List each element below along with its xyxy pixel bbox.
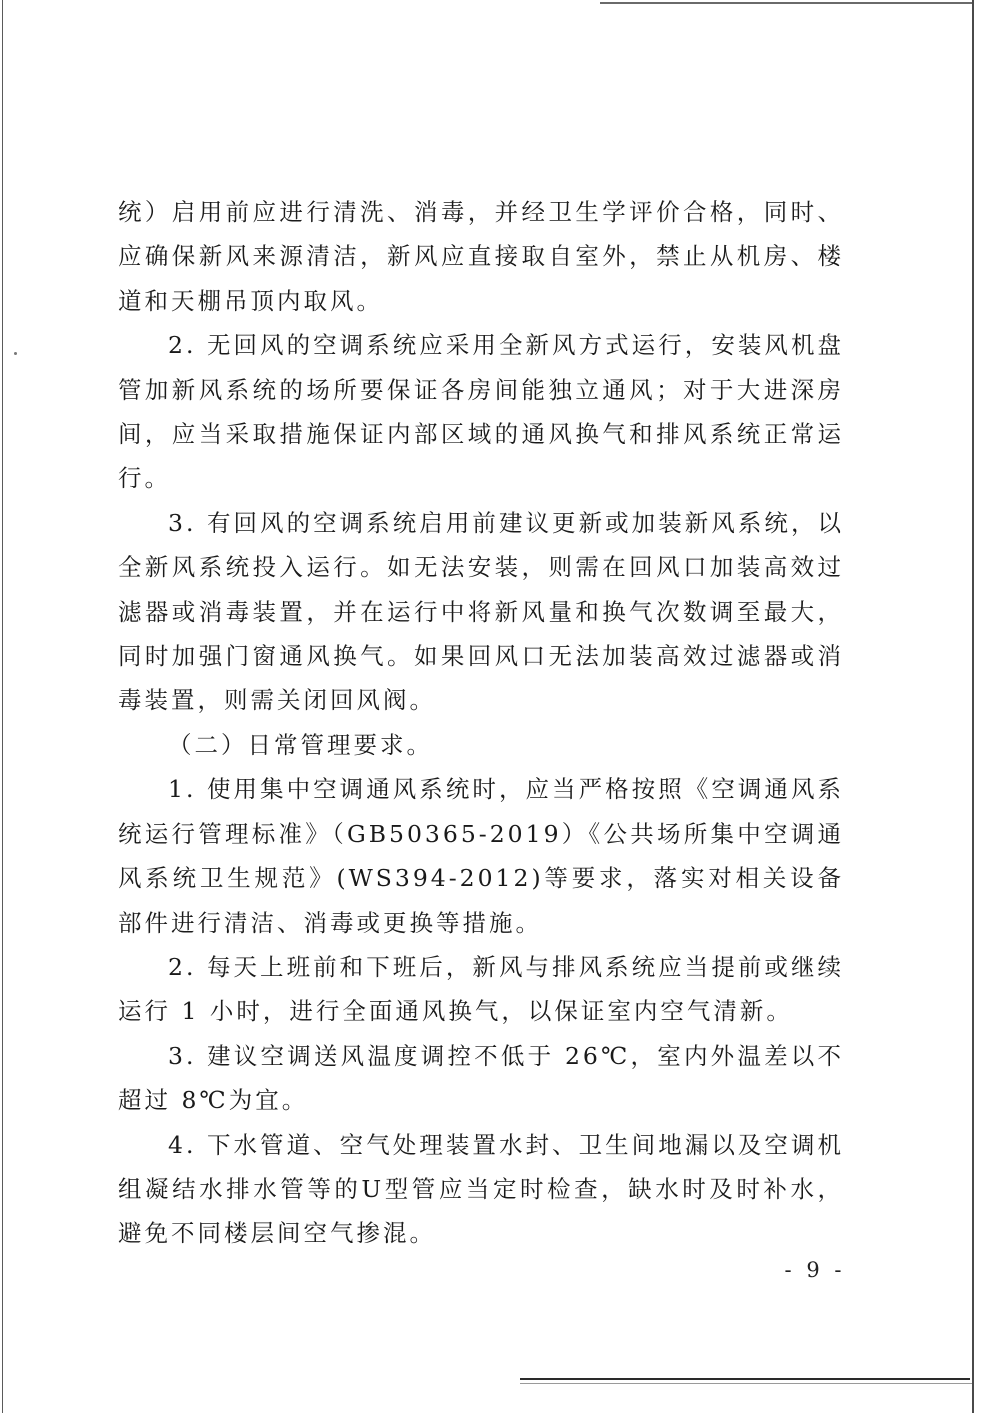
footer-rule (520, 1378, 970, 1380)
paragraph-daily-item-2: 2. 每天上班前和下班后，新风与排风系统应当提前或继续运行 1 小时，进行全面通风换气，以保证室内空气清新。 (118, 952, 844, 1026)
scan-left-edge (2, 0, 3, 1413)
paragraph-daily-item-4: 4. 下水管道、空气处理装置水封、卫生间地漏以及空调机组凝结水排水管等的U型管应当定时检查，缺水时及时补水，避免不同楼层间空气掺混。 (118, 1130, 844, 1248)
section-heading-daily-management: （二）日常管理要求。 (168, 730, 433, 759)
paragraph-item-2: 2. 无回风的空调系统应采用全新风方式运行，安装风机盘管加新风系统的场所要保证各房间能独立通风；对于大进深房间，应当采取措施保证内部区域的通风换气和排风系统正常运行。 (118, 331, 844, 493)
scan-right-edge (972, 0, 974, 1413)
scan-top-edge (600, 2, 972, 4)
paragraph-item-3: 3. 有回风的空调系统启用前建议更新或加装新风系统，以全新风系统投入运行。如无法安装，则需在回风口加装高效过滤器或消毒装置，并在运行中将新风量和换气次数调至最大，同时加强门窗通风换气。如果回风口无法加装高效过滤器或消毒装置，则需关闭回风阀。 (118, 508, 844, 715)
paragraph-daily-item-1: 1. 使用集中空调通风系统时，应当严格按照《空调通风系统运行管理标准》（GB50365-2019）《公共场所集中空调通风系统卫生规范》(WS394-2012)等要求，落实对相关设备部件进行清洁、消毒或更换等措施。 (118, 775, 844, 937)
document-body (118, 190, 844, 1256)
scan-speck (14, 352, 17, 355)
page-number: - 9 - (784, 1258, 846, 1282)
paragraph-daily-item-3: 3. 建议空调送风温度调控不低于 26℃，室内外温差以不超过 8℃为宜。 (118, 1041, 844, 1115)
paragraph-continued: 统）启用前应进行清洗、消毒，并经卫生学评价合格，同时、应确保新风来源清洁，新风应直接取自室外，禁止从机房、楼道和天棚吊顶内取风。 (118, 198, 844, 315)
footer-rule-shadow (520, 1383, 972, 1384)
